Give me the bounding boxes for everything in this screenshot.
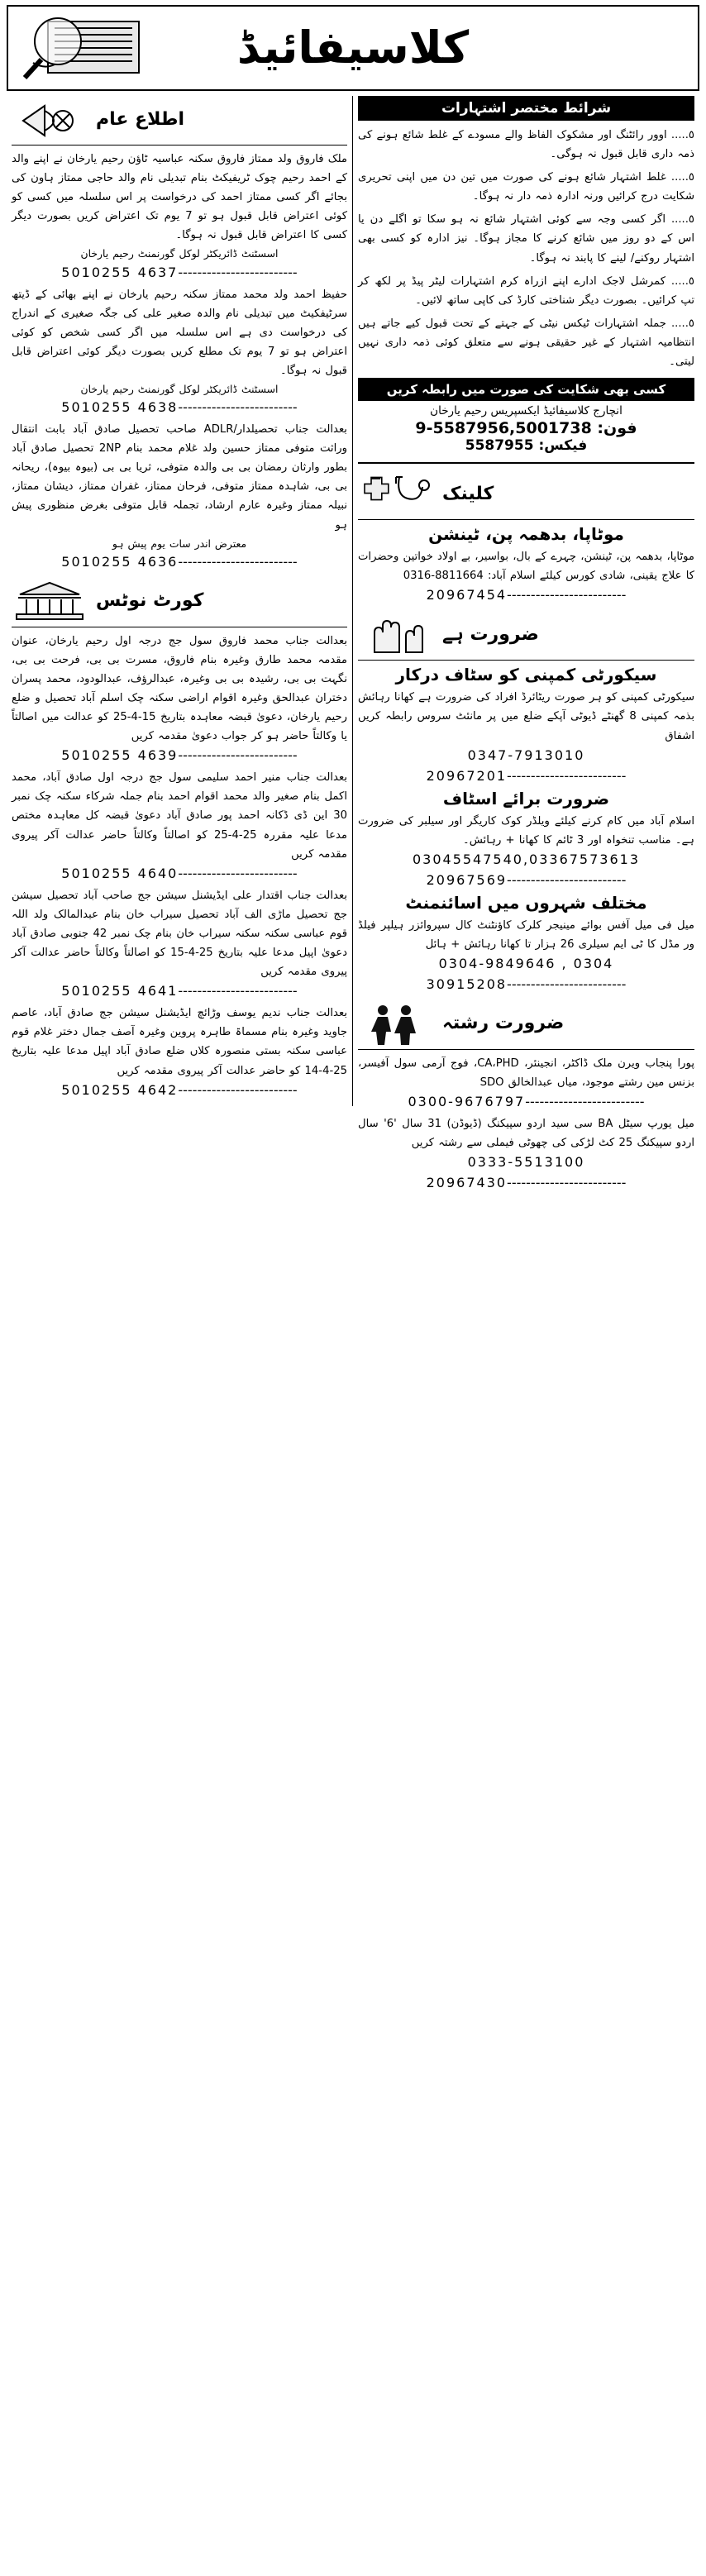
notice-ad-1-signature: اسسٹنٹ ڈائریکٹر لوکل گورنمنٹ رحیم یارخان	[80, 247, 279, 260]
section-title-court: کورٹ نوٹس	[96, 590, 204, 612]
section-terms	[358, 96, 694, 454]
job-ad-3-ref: 30915208 -----	[358, 976, 694, 992]
page-title: کلاسیفائیڈ	[236, 21, 470, 74]
job-ad-2-phone: 03045547540,03367573613	[412, 851, 641, 867]
court-ad-4-phone: 5010255 4642 -----	[12, 1082, 347, 1098]
section-title-matrimonial: ضرورت رشتہ	[442, 1013, 565, 1034]
job-ad-3-phone: 0304-9849646 , 0304	[438, 955, 614, 971]
notice-ad-2-signature: اسسٹنٹ ڈائریکٹر لوکل گورنمنٹ رحیم یارخان	[80, 383, 279, 396]
right-column	[353, 96, 699, 1199]
section-header-court	[12, 578, 347, 627]
section-title-jobs: ضرورت ہے	[442, 623, 539, 645]
court-ad-2-body: بعدالت جناب منیر احمد سلیمی سول جج درجہ اول صادق آباد، محمد اکمل بنام صغیر والد محمد اقوام احمد بنام جملہ شرکاء سکنہ چک نمبر 30 این ڈی ڈکانہ احمد پور صادق آباد دعویٰ قبضہ کل معاہدہ مختص مدعا علیہ مقررہ 25-4-25 کو اصالتاً وکالتاً حاضر عدالت آکر پیروی مقدمہ کریں	[12, 771, 347, 861]
terms-bullet-3: ٥..... اگر کسی وجہ سے کوئی اشتہار شائع نہ ہو سکا تو اگلے دن یا اس کے دو روز میں شائع کرنے کا مجاز ہوگا۔ نیز ادارہ کو کسی بھی اشتہار روکنے/ لینے کا پابند نہ ہوگا۔	[358, 213, 694, 265]
section-title-clinic: کلینک	[442, 483, 494, 504]
job-ad-3-title: مختلف شہروں میں اسائنمنٹ	[405, 892, 647, 913]
matrimonial-ad-1-body: پورا پنجاب ویرن ملک ڈاکٹر، انجینئر، CA،PHD، فوج آرمی سول آفیسر، بزنس مین رشتے موجود، میاں عبدالخالق SDO	[358, 1057, 695, 1090]
job-ad-3-body: میل فی میل آفس بوائے مینیجر کلرک کاؤنٹنٹ کال سپروائزر ہیلپر فیلڈ ور مڈل کا ٹی ایم سیلری 26 ہزار تا کھانا رہائش + ہائل	[358, 918, 694, 951]
terms-bullet-4: ٥..... کمرشل لاجک ادارے اپنے ازراہ کرم اشتہارات لیٹر پیڈ پر لکھ کر تپ کرائیں۔ بصورت دیگر شناختی کارڈ کی کاپی ساتھ لائیں۔	[358, 274, 694, 307]
job-ad-2-title: ضرورت برائے اسٹاف	[442, 788, 610, 809]
terms-bullet-5: ٥..... جملہ اشتہارات ٹیکس نیٹی کے جہتے کے تحت قبول کیے جاتے ہیں انتظامیہ اشتہار کے غیر حقیقی ہونے سے متعلق کوئی ذمہ داری نہیں لیتی۔	[358, 317, 694, 369]
clinic-ad-body: موٹاپا، بدھمہ پن، ٹینشن، چہرے کے بال، بواسیر، بے اولاد خواتین وحضرات کا علاج یقینی، شادی کورس کیلئے اسلام آباد: 8811664-0316	[358, 551, 694, 583]
terms-bullet-2: ٥..... غلط اشتہار شائع ہونے کی صورت میں تین دن میں اپنی تحریری شکایت درج کرائیں ورنہ ادارہ ذمہ دار نہ ہوگا۔	[358, 171, 694, 203]
section-header-jobs	[358, 611, 694, 661]
job-ad-1-body: سیکورٹی کمپنی کو ہر صورت ریٹائرڈ افراد کی ضرورت ہے کھانا رہائش بذمہ کمپنی 8 گھنٹے ڈیوٹی آپکے ضلع میں پر مانئٹ سروس رابطہ کریں اشفاق	[358, 691, 695, 742]
magnifier-newspaper-icon	[15, 12, 155, 88]
matrimonial-ad-1-phone: 0300-9676797 -----	[358, 1094, 694, 1109]
megaphone-icon	[12, 96, 88, 142]
incharge-phone: فون: 5587956,5001738-9	[415, 419, 637, 438]
notice-ad-3-phone: 5010255 4636 -----	[12, 554, 347, 570]
terms-list	[358, 126, 694, 371]
section-general-notice	[12, 96, 347, 570]
job-ad-1-ref: 20967201 -----	[358, 768, 694, 784]
courthouse-icon	[12, 578, 88, 624]
job-ad-1-title: سیکورٹی کمپنی کو سٹاف درکار	[395, 665, 657, 685]
section-matrimonial	[358, 1000, 694, 1190]
matrimonial-ad-2-ref: 20967430 -----	[358, 1175, 694, 1190]
divider	[358, 462, 694, 464]
court-ad-3-body: بعدالت جناب اقتدار علی ایڈیشنل سیشن جج صاحب آباد تحصیل سیشن جج تحصیل ماڑی الف آباد تحصیل سیراب خان بنام عبدالمالک ولد اللہ قوم عباسی سکنہ سکنہ سیراب خان بنام چک نمبر 42 جنوبی صادق آباد دعویٰ اپیل مدعا علیہ بتاریخ 25-4-15 کو اصالتاً وکالتاً حاضر عدالت آکر پیروی مقدمہ کریں	[12, 889, 348, 979]
job-ad-1-phone: 0347-7913010	[467, 747, 585, 763]
incharge-fax: فیکس: 5587955	[465, 437, 588, 455]
notice-ad-1-body: ملک فاروق ولد ممتاز فاروق سکنہ عباسیہ ٹاؤن رحیم یارخان نے اپنے والد کے احمد رحیم چوک ٹریفیکٹ بنام تبدیلی نام والد حاجی ممتاز ہاون کی بجائے اگر کسی ممتاز احمد کی درخواست پر اس سلسلہ میں کسی کو کوئی اعتراض قابل قبول ہو تو 7 یوم تک اعتراض کریں بصورت دیگر کسی کا اعتراض قابل قبول نہ ہوگا۔	[12, 153, 347, 242]
job-ad-2-ref: 20967569 -----	[358, 872, 694, 888]
notice-ad-3-signature: معترض اندر سات یوم پیش ہو	[112, 537, 247, 550]
section-header-matrimonial	[358, 1000, 694, 1050]
court-ad-2-phone: 5010255 4640 -----	[12, 866, 347, 881]
masthead	[7, 5, 699, 91]
job-ad-2-body: اسلام آباد میں کام کرنے کیلئے ویلڈر کوک کاریگر اور سیلبر کی ضرورت ہے۔ مناسب تنخواہ اور 3 ٹائم کا کھانا + رہائش۔	[358, 814, 694, 847]
notice-ad-2-phone: 5010255 4638 -----	[12, 399, 347, 415]
court-ad-3-phone: 5010255 4641 -----	[12, 983, 347, 999]
section-title-terms: شرائط مختصر اشتہارات	[358, 96, 694, 121]
section-title-notice: اطلاع عام	[96, 108, 185, 130]
notice-ad-2-body: حفیظ احمد ولد محمد ممتاز سکنہ رحیم یارخان نے اپنے بھائی کے ڈیتھ سرٹیفکیٹ میں تبدیلی نام والدہ صغیر علی کی جگہ صغیری کے اندراج کی درخواست دی ہے اس سلسلہ میں اگر کسی شخص کو کوئی اعتراض ہو تو 7 یوم تک مطلع کریں بصورت دیگر کوئی اعتراض قابل قبول نہ ہوگا۔	[12, 288, 348, 377]
incharge-contact	[358, 404, 694, 454]
left-column	[7, 96, 353, 1106]
court-ad-4-body: بعدالت جناب ندیم یوسف وڑائچ ایڈیشنل سیشن جج صادق آباد، عاصم جاوید وغیرہ بنام مسماۃ طاہرہ پروین وغیرہ آصف جمال دختر غلام قوم عباسی سکنہ بستی منصورہ کلاں ضلع صادق آباد اپیل مدعا علیہ بتاریخ 25-4-14 کو حاضر عدالت آکر پیروی مقدمہ کریں	[12, 1007, 347, 1077]
couple-silhouette-icon	[358, 1000, 434, 1047]
complaint-contact-banner: کسی بھی شکایت کی صورت میں رابطہ کریں	[358, 378, 694, 401]
section-header-clinic	[358, 470, 694, 520]
notice-ad-1-phone: 5010255 4637 -----	[12, 265, 347, 280]
clinic-ad-ref: 20967454 -----	[358, 587, 694, 603]
court-ad-1-body: بعدالت جناب محمد فاروق سول جج درجہ اول رحیم یارخان، عنوان مقدمہ محمد طارق وغیرہ بنام فاروق، مسرت بی بی، فرحت بی بی، نگہت بی بی، رشیدہ بی بی وغیرہ، عبدالرؤف، عبدالودود، محمد پسران دختران عبدالحق وغیرہ اقوام اراضی سکنہ چک اسلم آباد تحصیل و ضلع رحیم یارخان، دعویٰ قبضہ معاہدہ بتاریخ 15-4-25 کو عدالت میں اصالتاً یا وکالتاً حاضر ہو کر جواب دعویٰ مقدمہ کریں	[12, 634, 347, 743]
clinic-ad-title: موٹاپا، بدھمہ پن، ٹینشن	[428, 524, 624, 545]
hands-raised-icon	[358, 611, 434, 657]
section-court-notice	[12, 578, 347, 1098]
notice-ad-3-body: بعدالت جناب تحصیلدار/ADLR صاحب تحصیل صادق آباد بابت انتقال وراثت متوفی ممتاز حسین ولد غلام محمد بنام 2NP تحصیل صادق آباد بطور وارثان رمضان بی بی والدہ متوفی، ثریا بی بی (بیوہ بیوہ)، ریحانہ بی بی، شاہدہ ممتاز متوفی، فرحان ممتاز، غفران ممتاز، دیشان ممتاز، نبیلہ ممتاز وغیرہ عارم ارشاد، تجملہ قابل متوفی بغرض منظوری پیش ہو	[12, 423, 348, 532]
section-jobs	[358, 611, 694, 992]
terms-bullet-1: ٥..... اوور رائٹنگ اور مشکوک الفاظ والے مسودے کے غلط شائع ہونے کی ذمہ داری قابل قبول نہ ہوگی۔	[358, 129, 694, 161]
section-header-notice	[12, 96, 347, 145]
incharge-label: انچارج کلاسیفائیڈ ایکسپریس رحیم یارخان	[430, 404, 623, 418]
matrimonial-ad-2-body: میل یورپ سیٹل BA سی سید اردو سپیکنگ (ڈیوڈن) 31 سال '6' سال اردو سپیکنگ 25 کٹ لڑکی کی چھوٹی فیملی سے رشتہ کریں	[358, 1118, 695, 1150]
court-ad-1-phone: 5010255 4639 -----	[12, 747, 347, 763]
column-container	[7, 96, 699, 1199]
matrimonial-ad-2-phone: 0333-5513100	[467, 1154, 585, 1171]
section-clinic	[358, 470, 694, 603]
stethoscope-icon	[358, 470, 434, 517]
